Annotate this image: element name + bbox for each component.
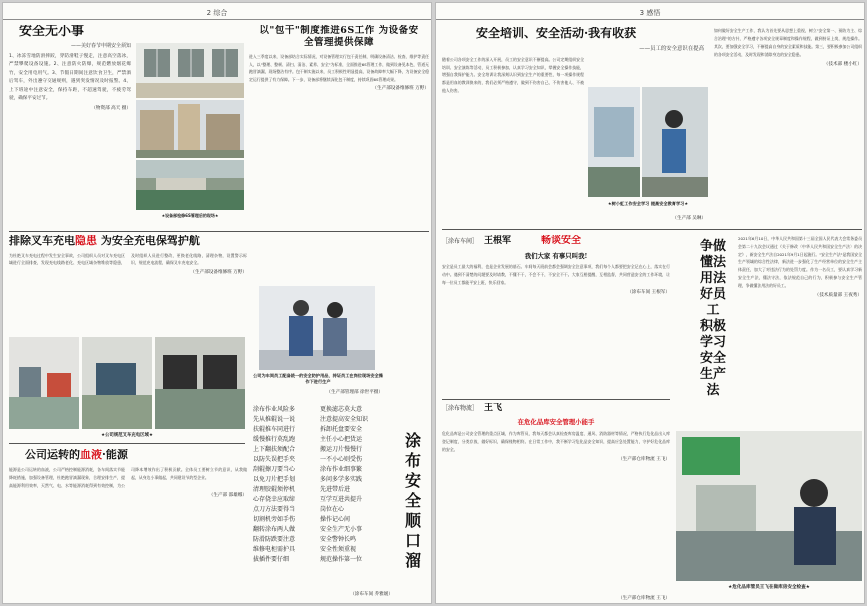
- author: 王飞: [484, 403, 503, 413]
- divider: [9, 231, 429, 232]
- photo-workers: [259, 286, 375, 370]
- poem-line: 一不小心则受伤: [320, 456, 363, 463]
- poem-lines: [253, 405, 383, 565]
- poem-line: 涂布作业细事繁: [320, 466, 363, 473]
- article-heading: [442, 235, 670, 247]
- poem-line: 安全性须重视: [320, 546, 357, 553]
- poem-line: 心存侥幸应取缔: [253, 496, 296, 503]
- author: 王根军: [484, 236, 512, 246]
- photo-caption: ★树小虹工作安全学习 提高安全教育学习★: [607, 201, 689, 206]
- poem-line: 多问多学多实践: [320, 476, 363, 483]
- poem-line: 先从推辊说一说: [253, 416, 296, 423]
- photo-training-1: [588, 87, 640, 197]
- article-energy: [9, 449, 247, 601]
- article-body: 随着公司各项安全工作的深入开展，员工的安全意识不断提高。公司定期组织安全培训、安全演练等活动，员工积极参加，认真学习安全知识，掌握安全操作技能，增强自我保护能力。安全培训让我深刻认识到安全生产的重要性，每一项操作规程都是用血的教训换来的，我们必须严格遵守，做到不伤害自己、不伤害他人、不被他人伤害。: [442, 56, 584, 93]
- photo-factory-floor: [136, 160, 244, 210]
- poem-line: 点刀方法要得当: [253, 506, 296, 513]
- divider: [442, 399, 670, 400]
- photo-caption: ★危化品库管员王飞在做库房安全检查★: [728, 585, 810, 590]
- article-title: 以"包干"制度推进6S工作 为设备安全管理提供保障: [259, 25, 419, 48]
- poem-line: 先进带后进: [320, 486, 351, 493]
- article-title: 公司运转的血液·能源: [25, 449, 128, 461]
- article-hazmat-keeper: [442, 403, 670, 601]
- poem-line: 注意提高安全知识: [320, 416, 369, 423]
- article-byline: （生产部设备维修班 万野）: [190, 269, 247, 275]
- article-safety-law: [738, 235, 862, 395]
- poem-line: 主任小心把货运: [320, 436, 363, 443]
- dept-tag: ［涂布物流］: [442, 405, 479, 412]
- poem-byline: （涂布车间 乔雅媛）: [350, 592, 393, 597]
- photo-training-2: [642, 87, 708, 197]
- article-byline: （生产部管理部 徐世平摄）: [326, 390, 383, 395]
- poem-line: 规范操作第一位: [320, 556, 363, 563]
- poem-line: 防滑防跌要注意: [253, 536, 296, 543]
- photo-caption: 公司为车间员工配备统一的安全防护用品，持证员工在岗位现场安全操作下进行生产: [253, 373, 383, 384]
- article-body: 能源是公司运转的血液，公司严格控制能源消耗，各车间落实节能降耗措施，加强设备管理，杜绝跑冒滴漏现象，合理安排生产，提高能源利用效率，天然气、电、水等能源消耗得到有效控制，为公司降本增效作出了积极贡献。全体员工要树立节约意识，从我做起，从身边小事做起，共同建设节约型企业。: [9, 466, 247, 488]
- vertical-title-block: [672, 233, 736, 403]
- article-subtitle: ——员工的安全意识在提高: [639, 45, 704, 52]
- left-page: [2, 2, 432, 604]
- article-forklift-charging: [9, 235, 247, 335]
- photo-charging-area-1: [9, 337, 79, 429]
- poem-line: 互学互进共提升: [320, 496, 363, 503]
- poem-line: 扶辊推车同进行: [253, 426, 296, 433]
- photo-warehouse-windows: [136, 43, 244, 98]
- article-byline: （生产部仓库物流 王飞）: [618, 456, 670, 462]
- article-byline: （涂布车间 王根军）: [627, 289, 670, 295]
- article-safety-column: [714, 27, 862, 227]
- article-body: 如何做好安全生产工作，我认为首先要从思想上重视，树立"安全第一、预防为主、综合治理"的方针，严格遵守各项安全规章制度和操作规程，做到持证上岗，规范操作。其次，要加强安全学习，不断提高自身的安全素质和技能。第三，要积极参加公司组织的各项安全活动，及时发现和消除身边的安全隐患。: [714, 28, 862, 57]
- article-byline: （物资部 高天 摄）: [91, 106, 131, 112]
- article-byline-2: （生产部仓库物流 王飞）: [618, 596, 670, 601]
- poem-title: 涂布安全顺口溜: [404, 431, 421, 570]
- poem-line: 刮辊擦刀要当心: [253, 466, 296, 473]
- article-6s-contract-system: [249, 25, 429, 233]
- article-body: 2021年6月10日，中华人民共和国第十三届全国人民代表大会常务委员会第二十九次会议通过《关于修改〈中华人民共和国安全生产法〉的决定》，新安全生产法自2021年9月1日起施行。"安全生产法"是我国安全生产领域的综合性法律，新法进一步强化了生产经营单位的安全生产主体责任，加大了对违法行为的处罚力度。作为一名员工，要认真学习新安全生产法，懂法守法，依法规范自己的行为，积极参与安全生产管理，争做懂法用法的好员工。: [738, 236, 862, 288]
- article-title: 我们大家 有事只叫我!: [524, 251, 588, 260]
- poem-line: 安全生产无小事: [320, 526, 363, 533]
- poem-line: 拆卸托盘要安全: [320, 426, 363, 433]
- article-body: 安全是员工最大的福利，也是企业发展的基石。车间每天班前会都会强调安全注意事项，我们每个人都要把安全记在心上，落实在行动中。遇到不清楚的问题要及时请教，不懂不干，不会不干，不安全不干。大家互相提醒，互相监督，共同营造安全的工作环境，让每一位员工都能平安上班，快乐回家。: [442, 263, 670, 285]
- article-title: 安全无小事: [19, 25, 85, 39]
- poem-line: 岗位在心: [320, 506, 345, 513]
- photo-charging-area-2: [82, 337, 152, 429]
- article-byline: （生产部 吴琳）: [672, 216, 706, 221]
- poem-line: 搬运刀片慢慢行: [320, 446, 363, 453]
- article-byline: （技术质量部 王夜秀）: [814, 292, 862, 298]
- photo-buildings: [136, 100, 244, 158]
- poem-line: 上下翻扶须配合: [253, 446, 296, 453]
- article-body: 进入三季度以来，设备部结合实际情况，对设备管理实行包干责任制，明确设备清洁、检查、维护等责任人，以"整理、整顿、清扫、清洁、素养、安全"为标准，全面推进6S管理工作，做到设备见本色，管道无跑冒滴漏，现场整洁有序。包干制实施以来，员工积极性明显提高，设备故障率大幅下降，为设备安全稳定运行提供了有力保障。下一步，设备部将继续深化包干制度，持续巩固6S管理成果。: [249, 54, 429, 82]
- poem-line: 安全警钟长鸣: [320, 536, 357, 543]
- article-byline: （生产部设备维修班 万野）: [372, 86, 429, 92]
- poem-line: 清理胶辊须停机: [253, 486, 296, 493]
- article-title: 在危化品库安全管理小能手: [517, 418, 595, 427]
- poem-line: 以防失误把手夹: [253, 456, 296, 463]
- divider: [9, 443, 245, 444]
- page-header-right: 3 感悟: [436, 3, 864, 20]
- poem-line: 拔插件要仔细: [253, 556, 290, 563]
- photo-hazmat-keeper: [676, 431, 862, 581]
- section-title: 畅谈安全: [541, 235, 582, 246]
- article-body: 危化品库是公司安全管理的重点区域，作为库管员，我每天都会认真检查库房温度、通风、消防器材等情况，严格执行危化品出入库登记制度，分类存放，做好标识，确保账物相符。在日常工作中，我不断学习危化品安全知识，提高应急处置能力，守护好危化品库的安全。: [442, 430, 670, 452]
- poem-line: 切割机旁如手伤: [253, 516, 296, 523]
- page-header-left: 2 综合: [3, 3, 431, 20]
- article-body: 为杜绝叉车充电过程中发生安全事故，公司组织人员对叉车充电区域进行全面排查，发现充电线路老化、充电区域杂物堆放等隐患，及时组织人员进行整改，更换老化线路，清理杂物，设置警示标识，规范充电流程，确保叉车充电安全。: [9, 252, 247, 266]
- photo-caption: ★设备部检修6S管理后的现场★: [161, 213, 219, 218]
- newspaper-spread: [2, 2, 865, 604]
- poem-line: 缓慢推行莫乱跑: [253, 436, 296, 443]
- right-page: [435, 2, 865, 604]
- article-body: 1、冰冻雪地防滑摔跤，穿防滑鞋子慢走，注意高空落冰，严禁攀爬设备设施。2、注意防火防爆，规范燃放烟花爆竹，安全用电用气。3、节假日期间注意饮食卫生，严禁酒后驾车，外出遵守交通规则，遇到突发情况及时报警。4、上下班途中注意安全，保持车距，不超速驾驶，不疲劳驾驶，确保平安过节。: [9, 53, 131, 101]
- article-heading: [442, 403, 670, 413]
- article-byline: （技术部 楼小红）: [823, 62, 862, 67]
- poem-coating-safety: [253, 403, 431, 601]
- poem-line: 翻转涂布两人做: [253, 526, 296, 533]
- article-subtitle: ——美好春节申期安全须知: [70, 42, 131, 49]
- poem-line: 维修电柜需护具: [253, 546, 296, 553]
- divider: [442, 229, 862, 230]
- article-title: 安全培训、安全活动·我有收获: [476, 27, 637, 40]
- dept-tag: ［涂布车间］: [442, 238, 479, 245]
- poem-line: 涂布作业风险多: [253, 406, 296, 413]
- article-title: 排除叉车充电隐患 为安全充电保驾护航: [9, 235, 200, 247]
- vertical-title: 争做懂法用法好员工 积极学习安全生产法: [699, 239, 726, 398]
- poem-line: 以免刀片把手划: [253, 476, 296, 483]
- article-byline: （生产部 邵雄娜）: [208, 492, 247, 498]
- article-safety-no-small-matter: [9, 25, 131, 225]
- photo-charging-area-3: [155, 337, 245, 429]
- photo-caption: ★公司规范叉车充电区域★: [101, 433, 153, 438]
- article-talk-safety: [442, 235, 670, 395]
- poem-line: 更换滤芯莫大意: [320, 406, 363, 413]
- poem-line: 操作记心间: [320, 516, 351, 523]
